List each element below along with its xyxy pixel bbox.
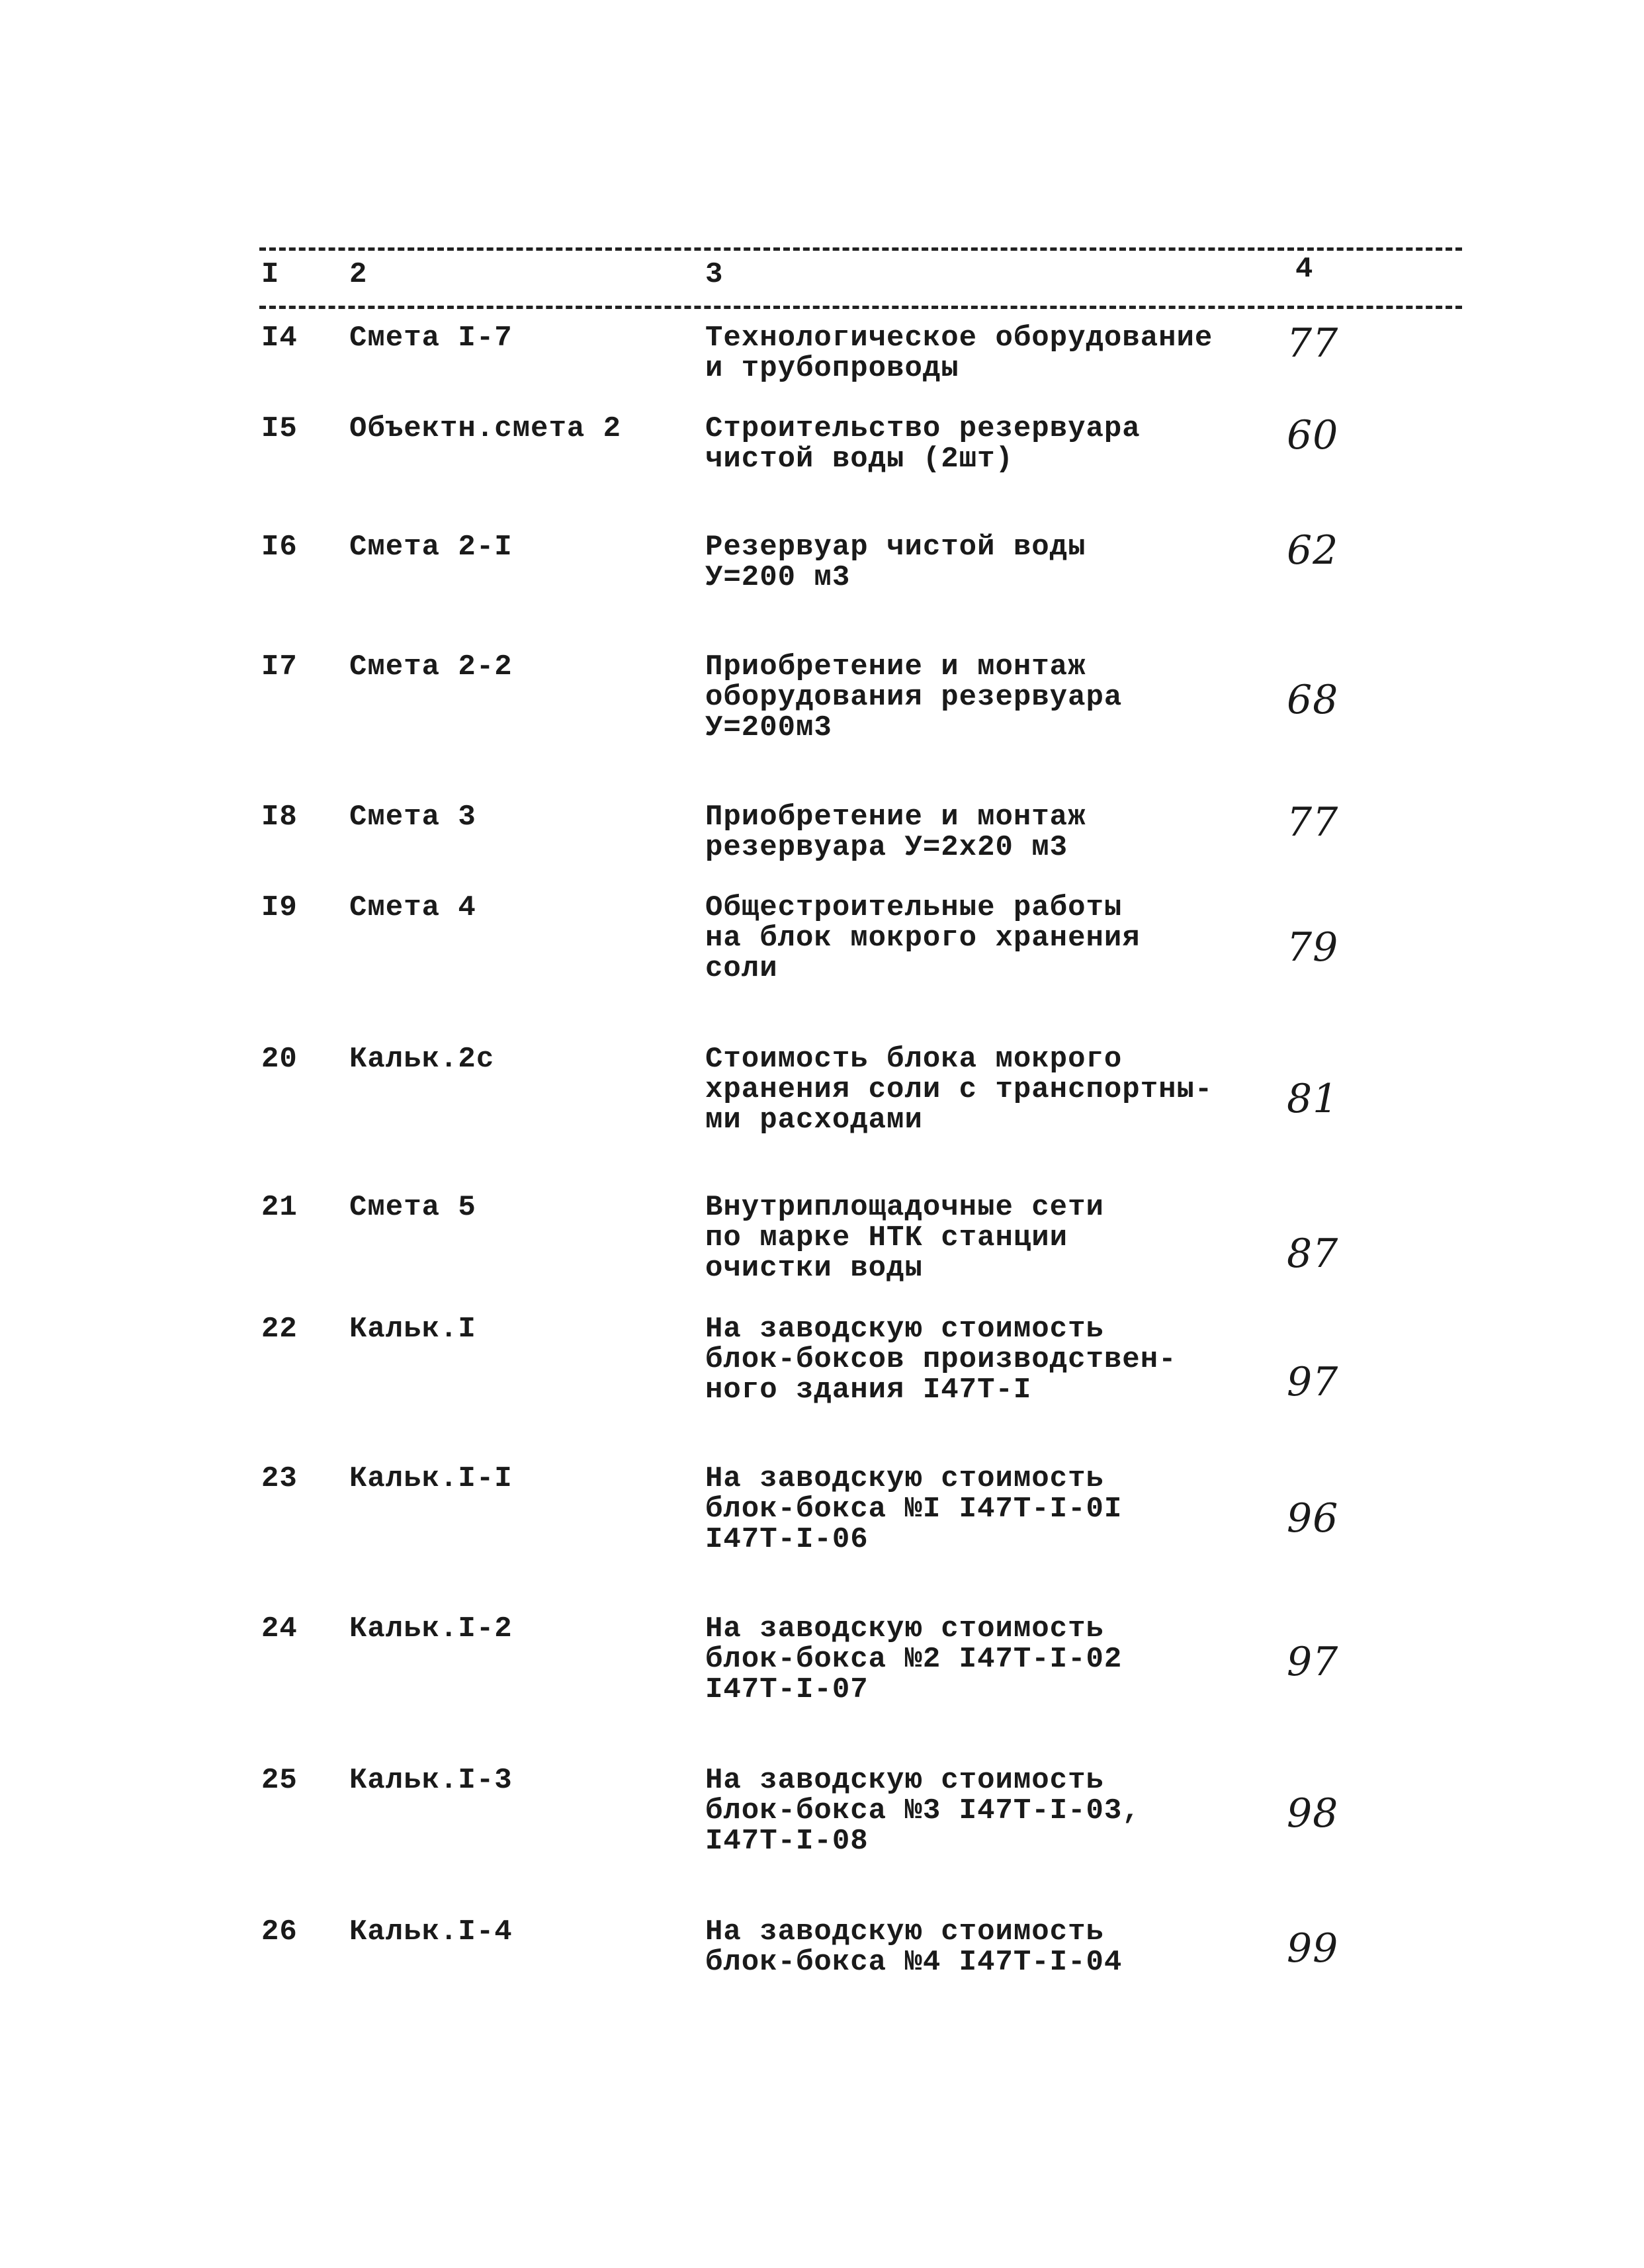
page-number: 97: [1287, 1639, 1339, 1685]
table-row: [0, 1462, 1644, 1556]
description: На заводскую стоимость блок-бокса №I I47Т-I-0I I47Т-I-06: [705, 1462, 1123, 1556]
description: Строительство резервуара чистой воды (2шт): [705, 412, 1141, 476]
description: На заводскую стоимость блок-бокса №2 I47Т-I-02 I47Т-I-07: [705, 1612, 1123, 1706]
page-number: 96: [1287, 1495, 1339, 1542]
header-col4: 4: [1295, 253, 1314, 286]
document-ref: Смета 2-2: [349, 650, 513, 683]
row-number: 20: [261, 1043, 298, 1076]
document-ref: Смета 5: [349, 1191, 476, 1224]
document-ref: Смета 3: [349, 801, 476, 834]
row-number: I9: [261, 891, 298, 924]
description: Резервуар чистой воды У=200 м3: [705, 531, 1086, 594]
header-col1: I: [261, 258, 280, 291]
description: Внутриплощадочные сети по марке НТК станции очистки воды: [705, 1191, 1104, 1285]
document-ref: Кальк.I-3: [349, 1764, 513, 1797]
row-number: I5: [261, 412, 298, 445]
table-row: [0, 1043, 1644, 1137]
document-ref: Кальк.I-4: [349, 1915, 513, 1948]
page-number: 77: [1287, 320, 1339, 367]
table-row: [0, 1191, 1644, 1285]
row-number: I4: [261, 322, 298, 355]
page-number: 87: [1287, 1231, 1339, 1277]
description: Приобретение и монтаж оборудования резервуара У=200м3: [705, 650, 1123, 744]
row-number: I7: [261, 650, 298, 683]
description: На заводскую стоимость блок-боксов производствен- ного здания I47Т-I: [705, 1313, 1177, 1407]
page-number: 77: [1287, 799, 1339, 846]
page-number: 68: [1287, 677, 1339, 723]
description: Приобретение и монтаж резервуара У=2х20 м3: [705, 801, 1086, 864]
page-number: 99: [1287, 1925, 1339, 1972]
row-number: I6: [261, 531, 298, 564]
description: Технологическое оборудование и трубопроводы: [705, 322, 1213, 385]
page-number: 79: [1287, 924, 1339, 971]
document-ref: Кальк.I: [349, 1313, 476, 1346]
row-number: 23: [261, 1462, 298, 1495]
header-col2: 2: [349, 258, 368, 291]
header-col3: 3: [705, 258, 724, 291]
page-number: 62: [1287, 527, 1339, 574]
row-number: 25: [261, 1764, 298, 1797]
row-number: 26: [261, 1915, 298, 1948]
description: Общестроительные работы на блок мокрого хранения соли: [705, 891, 1141, 985]
row-number: 21: [261, 1191, 298, 1224]
page-number: 98: [1287, 1790, 1339, 1837]
header-bottom-rule: [259, 306, 1462, 309]
row-number: I8: [261, 801, 298, 834]
page-number: 97: [1287, 1359, 1339, 1405]
document-ref: Объектн.смета 2: [349, 412, 622, 445]
table-row: [0, 527, 1644, 594]
document-ref: Смета 2-I: [349, 531, 513, 564]
table-row: [0, 1764, 1644, 1858]
document-ref: Кальк.I-2: [349, 1612, 513, 1645]
document-ref: Кальк.2с: [349, 1043, 495, 1076]
page-number: 60: [1287, 412, 1339, 458]
document-ref: Смета I-7: [349, 322, 513, 355]
description: На заводскую стоимость блок-бокса №3 I47Т-I-03, I47Т-I-08: [705, 1764, 1141, 1858]
description: На заводскую стоимость блок-бокса №4 I47Т-I-04: [705, 1915, 1123, 1979]
document-ref: Смета 4: [349, 891, 476, 924]
row-number: 24: [261, 1612, 298, 1645]
description: Стоимость блока мокрого хранения соли с транспортны- ми расходами: [705, 1043, 1213, 1137]
table-row: [0, 1313, 1644, 1407]
document-ref: Кальк.I-I: [349, 1462, 513, 1495]
table-top-rule: [259, 247, 1462, 251]
table-row: [0, 320, 1644, 385]
table-row: [0, 799, 1644, 864]
page-number: 81: [1287, 1076, 1339, 1122]
row-number: 22: [261, 1313, 298, 1346]
